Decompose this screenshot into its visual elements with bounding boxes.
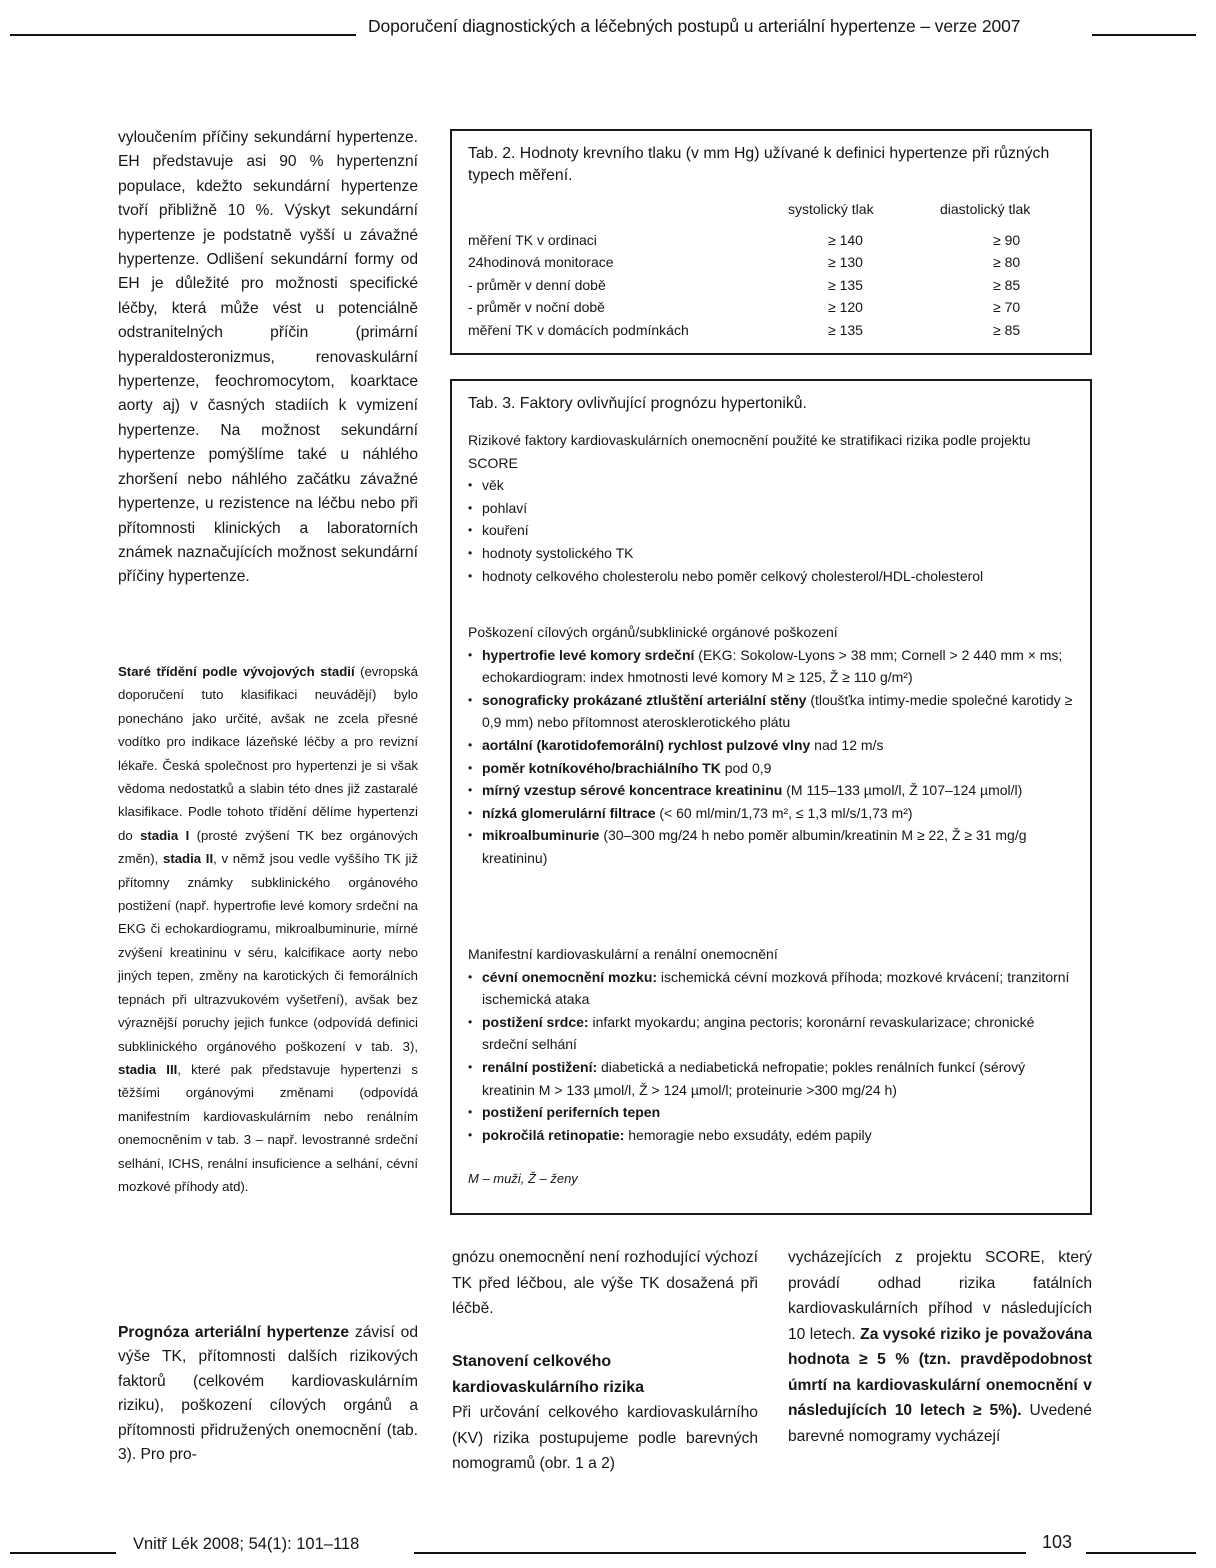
item-detail: (tloušťka intimy-medie společné karotidy ≥ 0,9 mm) nebo přítomnost aterosklerotického plátu [482, 691, 1073, 731]
paragraph [118, 1321, 418, 1467]
systolic-value: ≥ 135 [828, 276, 863, 293]
item-detail: ischemická cévní mozková příhoda; mozkové krvácení; tranzitorní ischemická ataka [482, 968, 1070, 1008]
table-caption: Tab. 2. Hodnoty krevního tlaku (v mm Hg) užívané k definici hypertenze při různých typech měření. [468, 145, 1050, 184]
item-detail: (M 115–133 µmol/l, Ž 107–124 µmol/l) [782, 782, 1023, 799]
row-label: - průměr v noční době [468, 299, 605, 315]
item-term: mikroalbuminurie [482, 827, 600, 844]
table-row [468, 254, 1068, 277]
item-detail: diabetická a nediabetická nefropatie; pokles renálních funkcí (sérový kreatinin M > 133 µmol/l, Ž > 124 µmol/l; proteinurie >300 mg/24 h) [482, 1058, 1026, 1098]
left-column-prognosis [118, 1321, 418, 1467]
list-item [468, 757, 1080, 780]
footer-rule-left [10, 1552, 116, 1554]
text-run: , které pak představuje hypertenzi s těžšími orgánovými změnami (odpovídá manifestním kardiovaskulárním nebo renálním onemocněním v tab. 3 – např. levostranné srdeční selhání, ICHS, renální insuficience a selhání, cévní mozkové příhody atd). [118, 1061, 418, 1194]
list-item [468, 1124, 1080, 1147]
list-item [468, 1101, 1080, 1124]
item-term: hypertrofie levé komory srdeční [482, 646, 695, 663]
section-title: Rizikové faktory kardiovaskulárních onemocnění použité ke stratifikaci rizika podle projektu SCORE [468, 432, 1031, 471]
item-term: mírný vzestup sérové koncentrace kreatininu [482, 782, 783, 799]
item-detail: (< 60 ml/min/1,73 m², ≤ 1,3 ml/s/1,73 m²) [655, 804, 913, 821]
table-header-row [468, 201, 1068, 224]
paragraph: vyloučením příčiny sekundární hypertenze. EH představuje asi 90 % hypertenzní populace, kdežto sekundární hypertenze tvoří přibližně 10 %. Výskyt sekundární hypertenze je podstatně vyšší u závažné hypertenze. Odlišení sekundární formy od EH je důležité pro možnosti specifické léčby, která může vést u potenciálně odstranitelných příčin (primární hyperaldosteronizmus, renovaskulární hypertenze, feochromocytom, koarktace aorty aj) v časných stadiích k vymizení hypertenze. Na možnost sekundární hypertenze pomýšlíme také u náhlého zhoršení nebo náhlého začátku závažné hypertenze, u rezistence na léčbu nebo při přítomnosti klinických a laboratorních známek naznačujících možnost sekundární příčiny hypertenze. [118, 129, 418, 586]
list-item: • kouření [468, 519, 1080, 542]
item-term: nízká glomerulární filtrace [482, 804, 656, 821]
table-row [468, 299, 1068, 322]
middle-column-continuation [452, 1245, 758, 1322]
organ-damage-section [468, 621, 1080, 870]
item-detail: (EKG: Sokolow-Lyons > 38 mm; Cornell > 2 440 mm × ms; echokardiogram: index hmotnosti levé komory M ≥ 125, Ž ≥ 110 g/m²) [482, 646, 1063, 686]
page-number: 103 [1042, 1532, 1073, 1552]
table-row [468, 322, 1068, 345]
col-header-diastolic: diastolický tlak [940, 201, 1031, 217]
list-item [468, 824, 1080, 869]
list-item [468, 1011, 1080, 1056]
systolic-value: ≥ 135 [828, 321, 863, 338]
footer-citation: Vnitř Lék 2008; 54(1): 101–118 [133, 1535, 360, 1553]
item-term: cévní onemocnění mozku: [482, 968, 658, 985]
lead-term: Prognóza arteriální hypertenze [118, 1324, 350, 1341]
item-term: poměr kotníkového/brachiálního TK [482, 759, 721, 776]
manifest-disease-section [468, 943, 1080, 1146]
item-term: pokročilá retinopatie: [482, 1126, 625, 1143]
item-detail: infarkt myokardu; angina pectoris; koronární revaskularizace; chronické srdeční selhání [482, 1013, 1035, 1053]
text-run: závisí od výše TK, přítomnosti dalších rizikových faktorů (celkovém kardiovaskulárním riziku), poškození cílových orgánů a přítomnosti přidružených onemocnění (tab. 3). Pro pro- [118, 1324, 418, 1464]
diastolic-value: ≥ 85 [993, 276, 1021, 293]
risk-factor-list [468, 474, 1080, 587]
table-2 [450, 129, 1092, 355]
diastolic-value: ≥ 90 [993, 231, 1021, 248]
lead-term: Staré třídění podle vývojových stadií [118, 664, 355, 679]
stage-term: stadia III [118, 1061, 178, 1077]
header-rule-right [1092, 34, 1196, 36]
systolic-value: ≥ 120 [828, 299, 863, 315]
item-term: sonograficky prokázané ztluštění arteriální stěny [482, 691, 807, 708]
row-label: - průměr v denní době [468, 276, 606, 293]
table-caption: Tab. 3. Faktory ovlivňující prognózu hypertoniků. [468, 395, 807, 412]
list-item [468, 802, 1080, 825]
item-term: postižení periferních tepen [482, 1104, 661, 1121]
list-item [468, 1056, 1080, 1101]
text-run: , v němž jsou vedle vyššího TK již přítomny známky subklinického orgánového postižení (např. hypertrofie levé komory srdeční na EKG či echokardiogramu, mikroalbuminurie, mírné zvýšení kreatininu v séru, kalcifikace aorty nebo jiných tepen, změny na karotických či femorálních tepnách při ultrazvukovém vyšetření), avšak bez výraznější poruchy jejich funkce (odpovídá definici subklinického orgánového poškození v tab. 3), [118, 851, 418, 1054]
item-detail: pod 0,9 [720, 759, 772, 776]
list-item: • hodnoty systolického TK [468, 542, 1080, 565]
table-footnote: M – muži, Ž – ženy [468, 1171, 578, 1186]
list-item: • hodnoty celkového cholesterolu nebo poměr celkový cholesterol/HDL-cholesterol [468, 565, 1080, 588]
list-item: • věk [468, 474, 1080, 497]
table-row [468, 232, 1068, 255]
text-run: (evropská doporučení tuto klasifikaci neuvádějí) bylo ponecháno jako určité, avšak ne zcela přesné vodítko pro indikace lázeňské léčby a pro revizní lékaře. Česká společnost pro hypertenzi je si však vědoma nedostatků a slabin této dnes již zastaralé klasifikace. Podle tohoto třídění dělíme hypertenzi do [118, 664, 418, 843]
list-item [468, 644, 1080, 689]
running-title: Doporučení diagnostických a léčebných postupů u arteriální hypertenze – verze 2007 [368, 16, 1021, 36]
item-term: postižení srdce: [482, 1013, 589, 1030]
text-run: vycházejících z projektu SCORE, který provádí odhad rizika fatálních kardiovaskulárních příhod v následujících 10 letech. [788, 1249, 1092, 1343]
footer-rule-right [1086, 1552, 1196, 1554]
text-run: Uvedené barevné nomogramy vycházejí [788, 1402, 1092, 1445]
list-item [468, 966, 1080, 1011]
diastolic-value: ≥ 80 [993, 254, 1021, 270]
paragraph: gnózu onemocnění není rozhodující výchozí TK před léčbou, ale výše TK dosažená při léčbě. [452, 1249, 758, 1317]
list-item: • pohlaví [468, 497, 1080, 520]
emphasis: Za vysoké riziko je považována hodnota ≥ 5 % (tzn. pravděpodobnost úmrtí na kardiovaskulární onemocnění v následujících 10 letech ≥ 5%). [788, 1325, 1092, 1419]
manifest-disease-list [468, 966, 1080, 1147]
table-rows [468, 232, 1068, 345]
item-detail: hemoragie nebo exsudáty, edém papily [624, 1126, 872, 1143]
item-detail: nad 12 m/s [810, 736, 884, 753]
paragraph [788, 1245, 1092, 1449]
middle-column-risk [452, 1400, 758, 1477]
col-header-systolic: systolický tlak [788, 201, 874, 217]
item-detail: (30–300 mg/24 h nebo poměr albumin/kreatinin M ≥ 22, Ž ≥ 31 mg/g kreatininu) [482, 827, 1027, 866]
table-3 [450, 379, 1092, 1215]
item-term: renální postižení: [482, 1058, 598, 1075]
list-item [468, 689, 1080, 734]
left-column-stages [118, 660, 418, 1198]
systolic-value: ≥ 130 [828, 254, 863, 270]
left-column-intro [118, 126, 418, 590]
organ-damage-list [468, 644, 1080, 870]
header-rule-left [10, 34, 356, 36]
diastolic-value: ≥ 85 [993, 321, 1021, 338]
right-column-score [788, 1245, 1092, 1449]
row-label: měření TK v domácích podmínkách [468, 321, 689, 338]
list-item [468, 734, 1080, 757]
systolic-value: ≥ 140 [828, 231, 863, 248]
paragraph [118, 660, 418, 1198]
table-2-body [468, 203, 1068, 338]
section-title: Manifestní kardiovaskulární a renální onemocnění [468, 946, 778, 962]
paragraph: Při určování celkového kardiovaskulárního (KV) rizika postupujeme podle barevných nomogramů (obr. 1 a 2) [452, 1404, 758, 1472]
row-label: 24hodinová monitorace [468, 254, 614, 270]
text-run: (prosté zvýšení TK bez orgánových změn), [118, 827, 418, 867]
stage-term: stadia I [140, 827, 190, 843]
footer-rule-middle [414, 1552, 1026, 1554]
list-item [468, 779, 1080, 802]
section-title: Poškození cílových orgánů/subklinické orgánové poškození [468, 624, 838, 640]
section-heading: Stanovení celkového kardiovaskulárního rizika [452, 1353, 645, 1396]
table-row [468, 277, 1068, 300]
row-label: měření TK v ordinaci [468, 231, 597, 248]
item-term: aortální (karotidofemorální) rychlost pulzové vlny [482, 736, 811, 753]
diastolic-value: ≥ 70 [993, 299, 1021, 315]
stage-term: stadia II [163, 851, 214, 867]
risk-factors-section [468, 429, 1080, 587]
